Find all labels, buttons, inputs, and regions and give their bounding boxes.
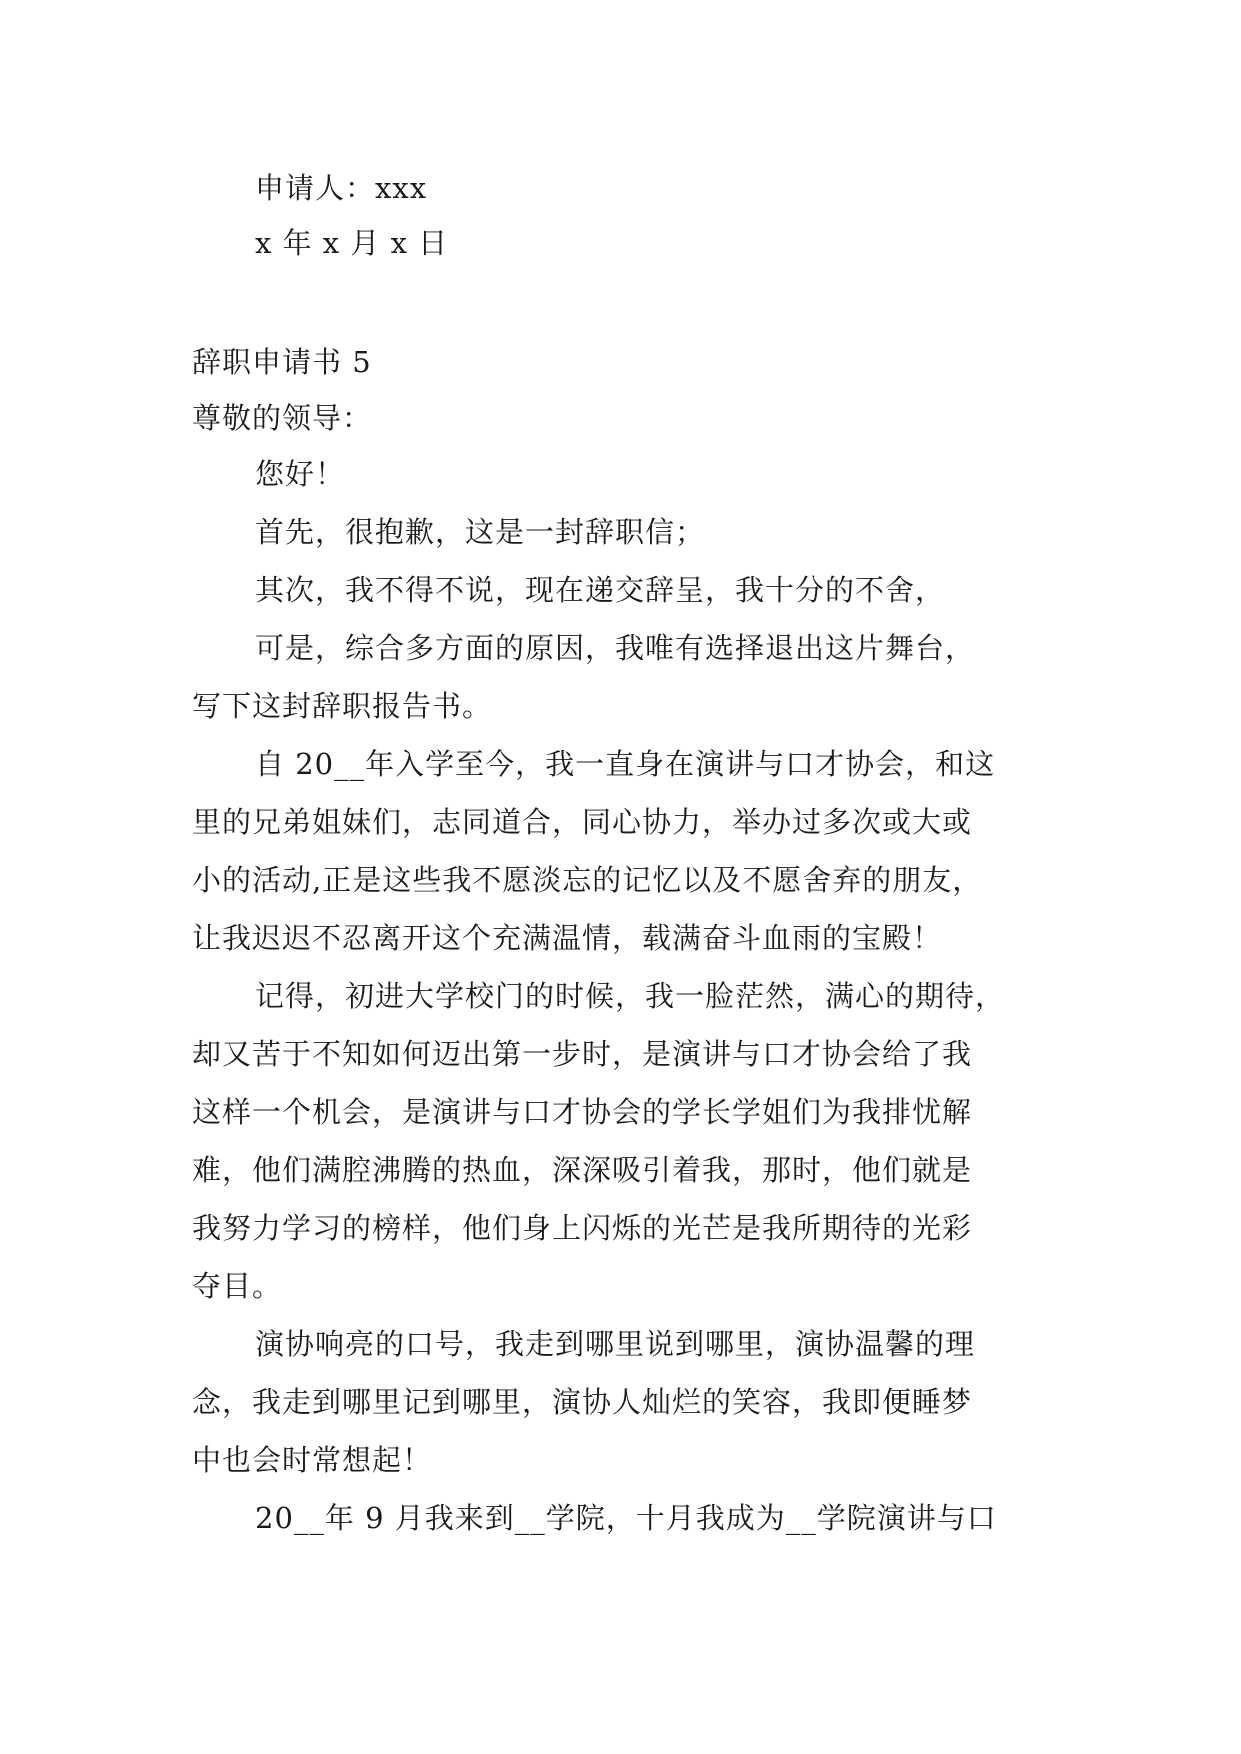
body-line: 念，我走到哪里记到哪里，演协人灿烂的笑容，我即便睡梦 [192,1385,973,1419]
body-line: 20__年 9 月我来到__学院，十月我成为__学院演讲与口 [255,1501,997,1535]
body-line: 自 20__年入学至今，我一直身在演讲与口才协会，和这 [255,747,996,781]
body-line: 可是，综合多方面的原因，我唯有选择退出这片舞台， [255,631,976,665]
body-line: 小的活动,正是这些我不愿淡忘的记忆以及不愿舍弃的朋友， [192,863,983,897]
body-line: 记得，初进大学校门的时候，我一脸茫然，满心的期待， [255,979,1006,1013]
body-line: 我努力学习的榜样，他们身上闪烁的光芒是我所期待的光彩 [192,1211,973,1245]
body-line: 写下这封辞职报告书。 [192,689,493,723]
body-line: 其次，我不得不说，现在递交辞呈，我十分的不舍， [255,573,946,607]
body-line: 夺目。 [192,1269,283,1303]
body-line: 这样一个机会，是演讲与口才协会的学长学姐们为我排忧解 [192,1095,973,1129]
body-line: 中也会时常想起！ [192,1443,433,1477]
body-line: 里的兄弟姐妹们，志同道合，同心协力，举办过多次或大或 [192,805,973,839]
body-line: 难，他们满腔沸腾的热血，深深吸引着我，那时，他们就是 [192,1153,973,1187]
body-line: 您好！ [255,457,346,491]
salutation: 尊敬的领导： [192,401,373,435]
body-line: 首先，很抱歉，这是一封辞职信； [255,515,706,549]
body-line: 演协响亮的口号，我走到哪里说到哪里，演协温馨的理 [255,1327,976,1361]
date-line: x 年 x 月 x 日 [255,226,449,260]
applicant-line: 申请人：xxx [255,171,428,205]
body-line: 让我迟迟不忍离开这个充满温情，载满奋斗血雨的宝殿！ [192,921,943,955]
letter-title: 辞职申请书 5 [192,345,372,379]
body-line: 却又苦于不知如何迈出第一步时，是演讲与口才协会给了我 [192,1037,973,1071]
